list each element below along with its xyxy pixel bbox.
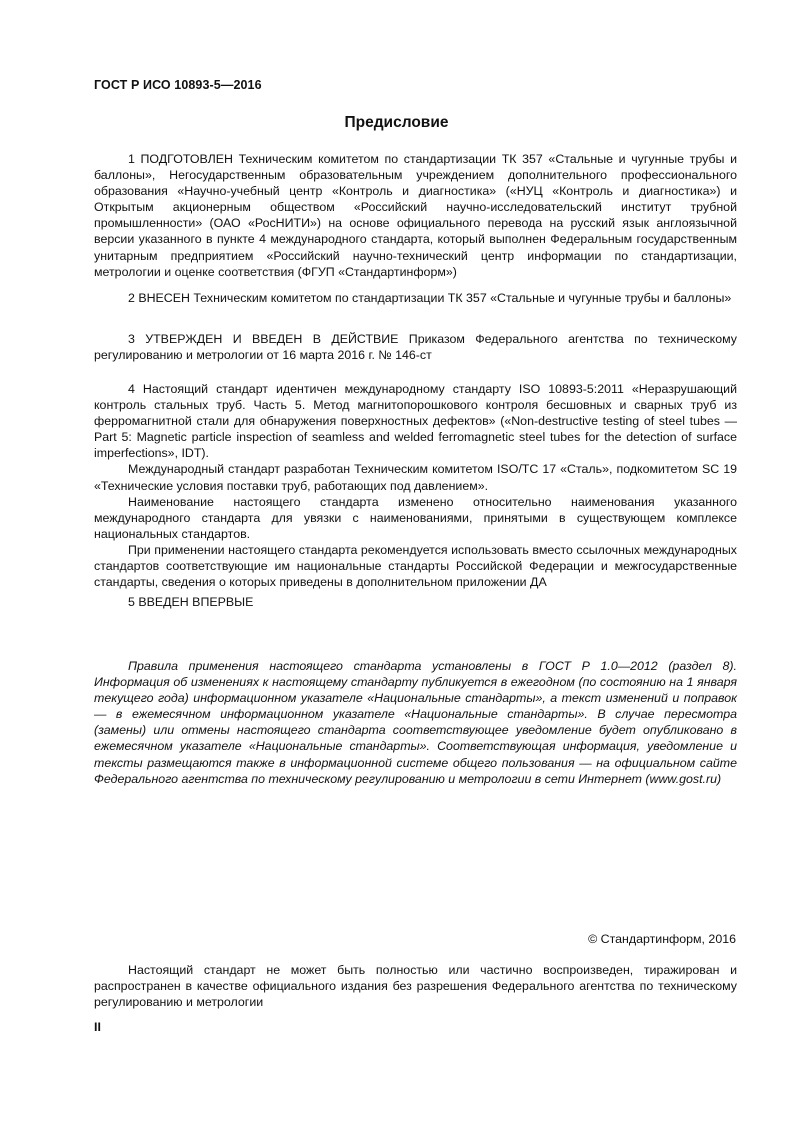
section-5 (94, 594, 737, 610)
copyright-line: © Стандартинформ, 2016 (588, 932, 736, 946)
section-2-paragraph: 2 ВНЕСЕН Техническим комитетом по стандартизации ТК 357 «Стальные и чугунные трубы и баллоны» (128, 291, 732, 305)
section-3 (94, 331, 737, 363)
reproduction-rights-text: Настоящий стандарт не может быть полностью или частично воспроизведен, тиражирован и распространен в качестве официального издания без разрешения Федерального агентства по техническому регулированию и метрологии (94, 963, 737, 1010)
section-4-paragraph-2: Международный стандарт разработан Техническим комитетом ISO/TC 17 «Сталь», подкомитетом SC 19 «Технические условия поставки труб, работающих под давлением». (94, 462, 737, 493)
page-number: II (94, 1020, 101, 1034)
section-1 (94, 151, 737, 280)
reproduction-rights (94, 962, 737, 1010)
section-4-paragraph-1: 4 Настоящий стандарт идентичен международному стандарту ISO 10893-5:2011 «Неразрушающий контроль стальных труб. Часть 5. Метод магнитопорошкового контроля бесшовных и сварных труб из ферромагнитной стали для обнаружения поверхностных дефектов» («Non-destructive testing of steel tubes — Part 5: Magnetic particle inspection of seamless and welded ferromagnetic steel tubes for the detection of surface imperfections», IDT). (94, 382, 737, 461)
section-3-paragraph: 3 УТВЕРЖДЕН И ВВЕДЕН В ДЕЙСТВИЕ Приказом Федерального агентства по техническому регулированию и метрологии от 16 марта 2016 г. № 146-ст (94, 332, 737, 363)
section-4-paragraph-3: Наименование настоящего стандарта изменено относительно наименования указанного международного стандарта для увязки с наименованиями, принятыми в существующем комплексе национальных стандартов. (94, 494, 737, 541)
usage-rules-notice (94, 658, 737, 787)
section-1-paragraph: 1 ПОДГОТОВЛЕН Техническим комитетом по стандартизации ТК 357 «Стальные и чугунные трубы и баллоны», Негосударственным образовательным учреждением дополнительного профессионального образования «Научно-учебный центр «Контроль и диагностика» («НУЦ «Контроль и диагностика») и Открытым акционерным обществом «Российский научно-исследовательский институт трубной промышленности» (ОАО «РосНИТИ») на основе официального перевода на русский язык англоязычной версии указанного в пункте 4 международного стандарта, который выполнен Федеральным государственным унитарным предприятием «Российский научно-технический центр информации по стандартизации, метрологии и оценке соответствия (ФГУП «Стандартинформ») (94, 152, 737, 279)
usage-rules-text: Правила применения настоящего стандарта установлены в ГОСТ Р 1.0—2012 (раздел 8). Информация об изменениях к настоящему стандарту публикуется в ежегодном (по состоянию на 1 января текущего года) информационном указателе «Национальные стандарты», а текст изменений и поправок — в ежемесячном информационном указателе «Национальные стандарты». В случае пересмотра (замены) или отмены настоящего стандарта соответствующее уведомление будет опубликовано в ежемесячном указателе «Национальные стандарты». Соответствующая информация, уведомление и тексты размещаются также в информационной системе общего пользования — на официальном сайте Федерального агентства по техническому регулированию и метрологии в сети Интернет (www.gost.ru) (94, 659, 737, 786)
section-4-paragraph-4: При применении настоящего стандарта рекомендуется использовать вместо ссылочных международных стандартов соответствующие им национальные стандарты Российской Федерации и межгосударственные стандарты, сведения о которых приведены в дополнительном приложении ДА (94, 542, 737, 590)
document-code-header: ГОСТ Р ИСО 10893-5—2016 (94, 78, 262, 92)
page-title: Предисловие (344, 114, 449, 131)
section-2 (94, 290, 737, 306)
section-4 (94, 381, 737, 590)
section-5-paragraph: 5 ВВЕДЕН ВПЕРВЫЕ (128, 595, 254, 609)
